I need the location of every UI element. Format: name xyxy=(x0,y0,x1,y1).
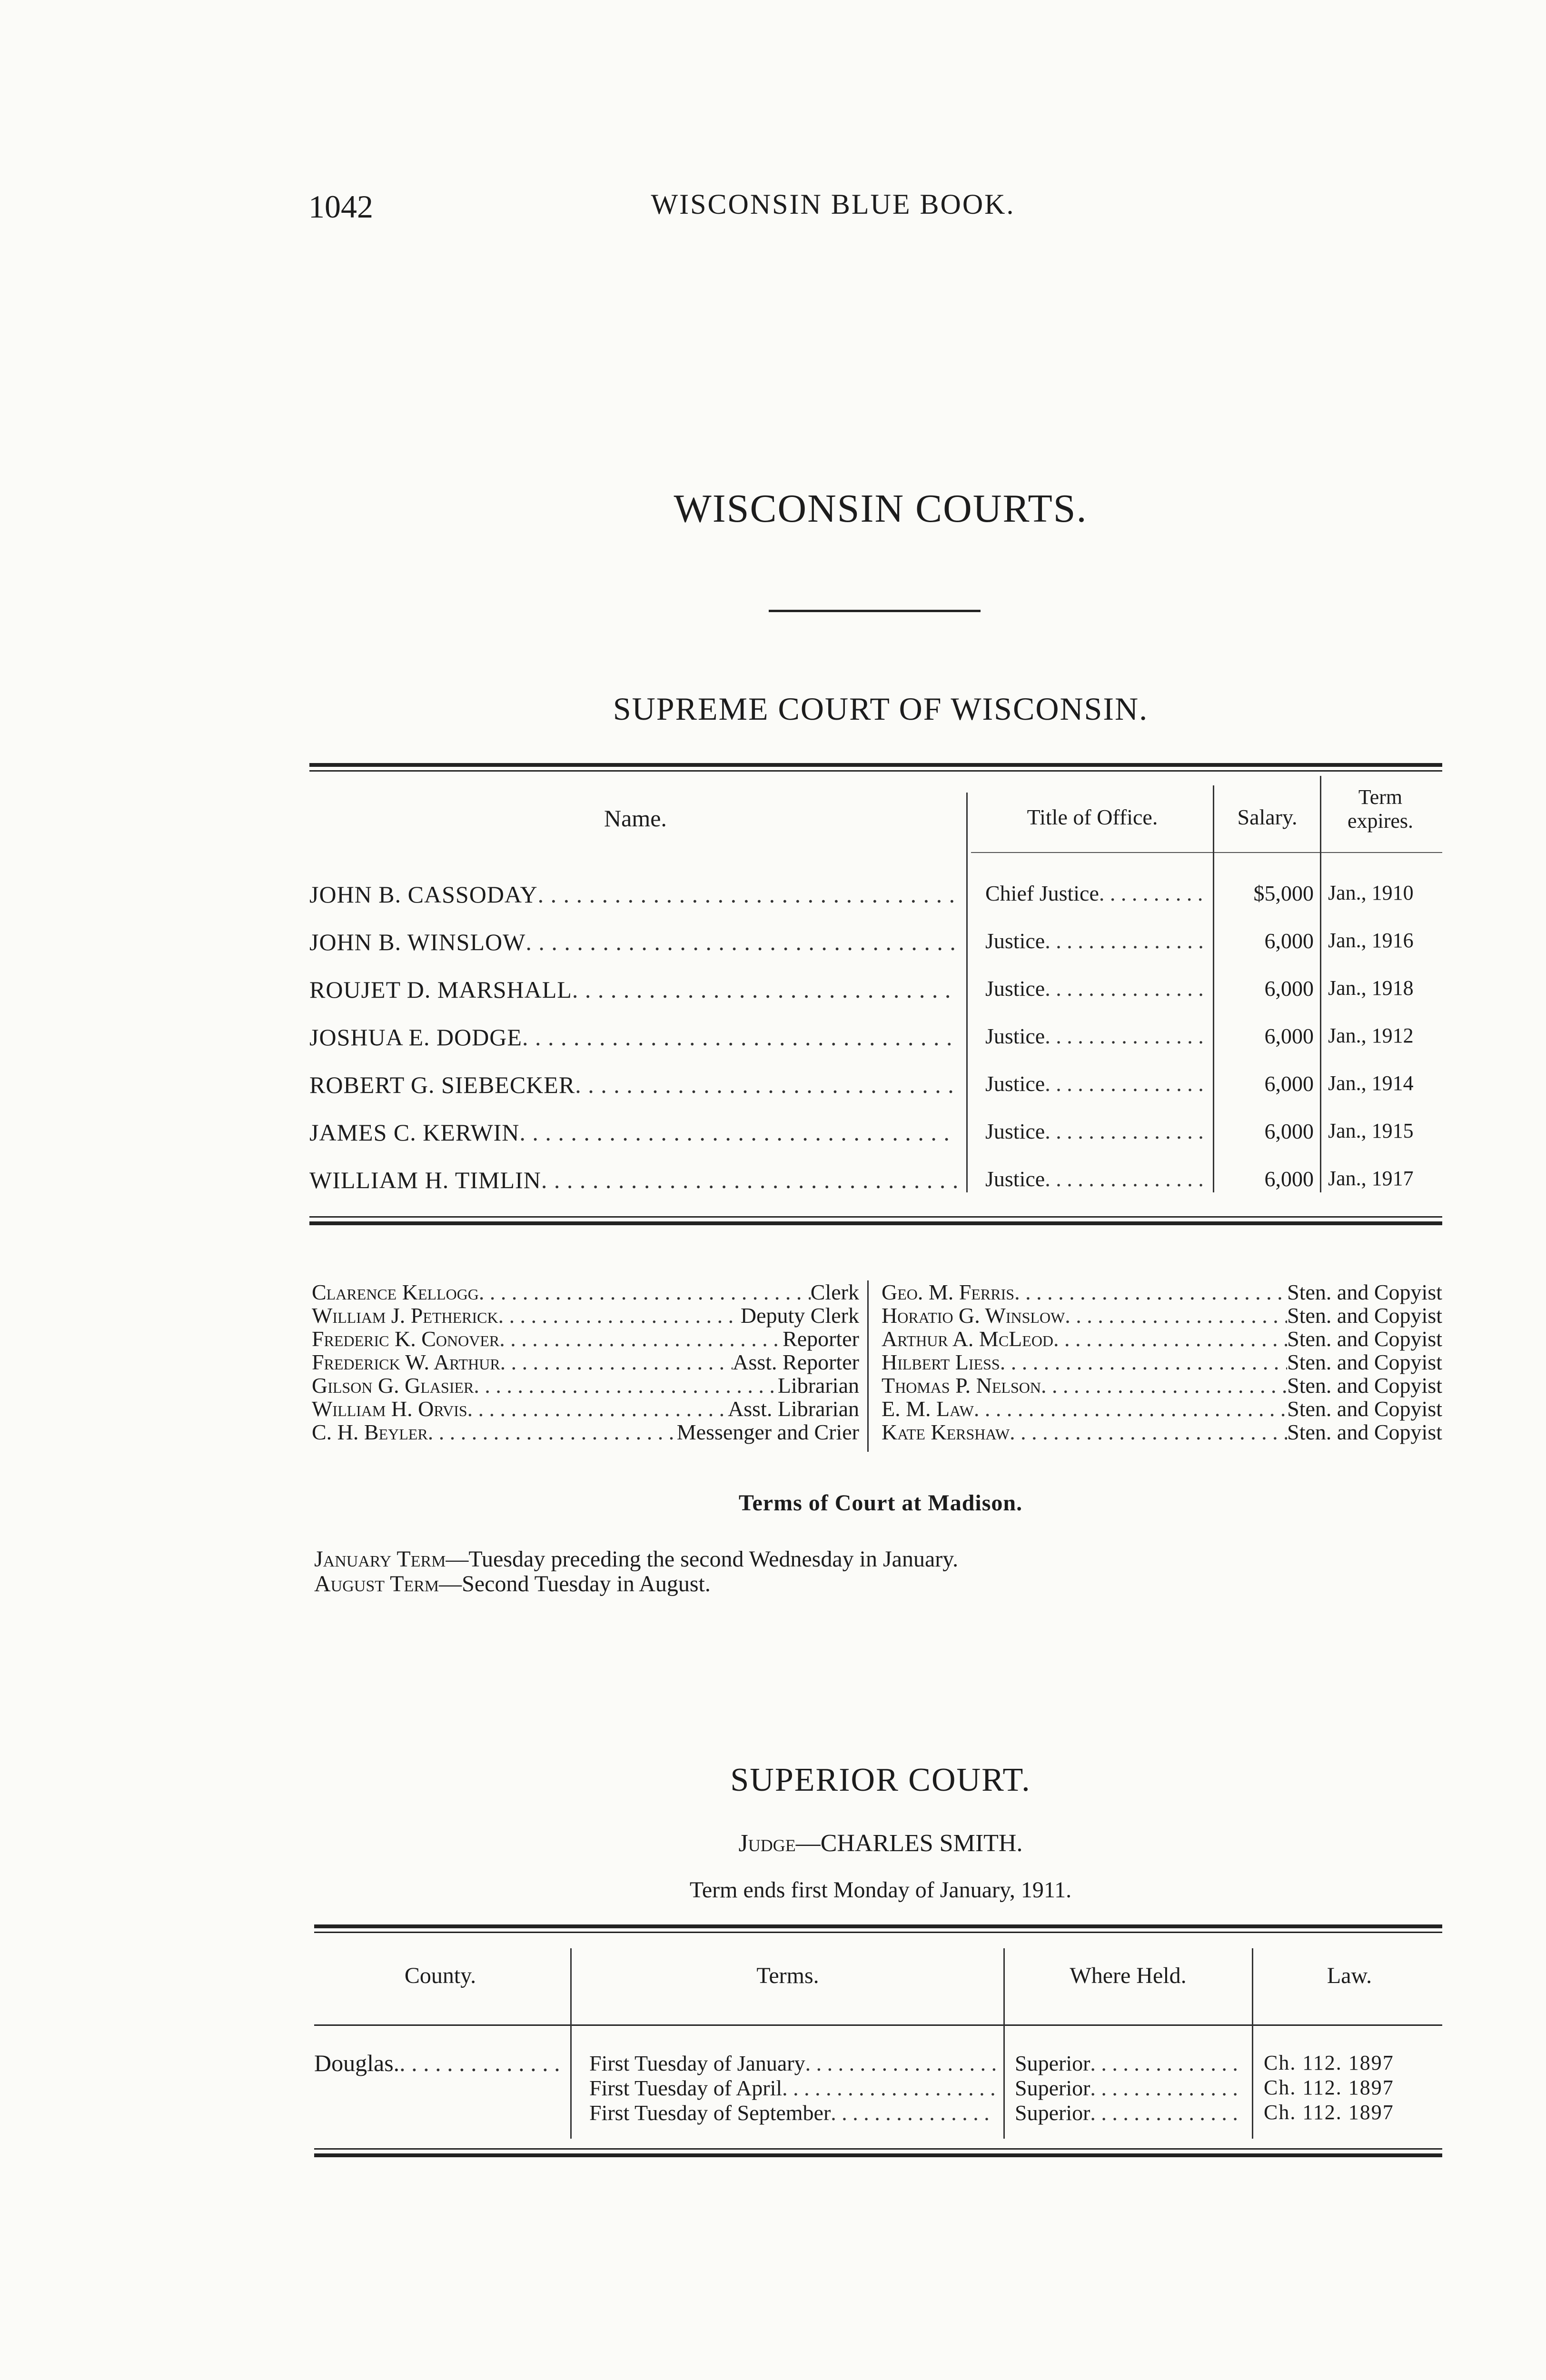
leader-dots xyxy=(1090,2075,1243,2101)
superior-header-rule xyxy=(314,2024,1442,2026)
leader-dots xyxy=(479,1280,811,1304)
supreme-row-name xyxy=(309,976,957,1003)
supreme-row-title xyxy=(985,881,1207,906)
supreme-table-top-rule-thin xyxy=(309,770,1442,772)
supreme-row-term: Jan., 1916 xyxy=(1328,929,1414,952)
superior-row-where xyxy=(1015,2100,1243,2125)
superior-row-where xyxy=(1015,2075,1243,2101)
office-title: Justice xyxy=(985,929,1045,953)
justice-name: WILLIAM H. TIMLIN xyxy=(309,1167,541,1193)
staff-row xyxy=(882,1350,1442,1374)
staff-name: Frederick W. Arthur xyxy=(312,1350,500,1374)
running-header: WISCONSIN BLUE BOOK. xyxy=(651,188,1015,220)
where-held: Superior xyxy=(1015,2101,1090,2125)
supreme-table-top-rule xyxy=(309,763,1442,767)
leader-dots xyxy=(519,1119,957,1146)
staff-name: Gilson G. Glasier xyxy=(312,1373,474,1398)
leader-dots xyxy=(498,1304,741,1327)
supreme-row-term: Jan., 1917 xyxy=(1328,1167,1414,1190)
supreme-row-name xyxy=(309,881,957,908)
superior-header-where: Where Held. xyxy=(1070,1963,1187,1988)
leader-dots xyxy=(1090,2051,1243,2076)
leader-dots xyxy=(1010,1420,1287,1444)
where-held: Superior xyxy=(1015,2051,1090,2075)
leader-dots xyxy=(1014,1280,1287,1304)
superior-row-law: Ch. 112. 1897 xyxy=(1264,2051,1394,2074)
terms-heading: Terms of Court at Madison. xyxy=(738,1490,1023,1516)
justice-name: JAMES C. KERWIN xyxy=(309,1119,520,1146)
staff-name: C. H. Beyler xyxy=(312,1420,428,1444)
supreme-header-term: Term expires. xyxy=(1347,785,1414,833)
office-title: Justice xyxy=(985,976,1045,1001)
staff-role: Sten. and Copyist xyxy=(1287,1350,1442,1374)
leader-dots xyxy=(1053,1327,1287,1350)
staff-name: E. M. Law xyxy=(882,1397,974,1421)
staff-row xyxy=(882,1304,1442,1327)
supreme-row-name xyxy=(309,1023,957,1051)
term-text: First Tuesday of September xyxy=(589,2101,831,2125)
supreme-table-bottom-rule-thin xyxy=(309,1216,1442,1218)
supreme-row-term: Jan., 1912 xyxy=(1328,1024,1414,1047)
office-title: Justice xyxy=(985,1167,1045,1191)
leader-dots xyxy=(541,1166,957,1194)
term-line-august xyxy=(314,1571,711,1597)
leader-dots xyxy=(522,1023,957,1051)
superior-county-cell xyxy=(314,2049,562,2077)
supreme-court-title: SUPREME COURT OF WISCONSIN. xyxy=(613,691,1149,727)
superior-header-terms: Terms. xyxy=(756,1963,819,1988)
staff-role: Reporter xyxy=(783,1327,859,1351)
leader-dots xyxy=(474,1374,777,1397)
staff-role: Sten. and Copyist xyxy=(1287,1373,1442,1398)
supreme-row-salary: 6,000 xyxy=(1264,1167,1314,1191)
superior-header-county: County. xyxy=(404,1963,476,1988)
leader-dots xyxy=(467,1397,728,1420)
justice-name: ROUJET D. MARSHALL xyxy=(309,976,572,1003)
supreme-header-salary: Salary. xyxy=(1237,805,1298,829)
staff-divider xyxy=(867,1280,869,1452)
staff-role: Sten. and Copyist xyxy=(1287,1420,1442,1444)
staff-row xyxy=(882,1397,1442,1420)
leader-dots xyxy=(428,1420,677,1444)
supreme-row-name xyxy=(309,1119,957,1146)
leader-dots xyxy=(572,976,957,1003)
leader-dots xyxy=(575,1071,957,1099)
leader-dots xyxy=(1041,1374,1287,1397)
supreme-col-divider-1 xyxy=(966,793,968,1192)
staff-row xyxy=(312,1327,859,1350)
supreme-row-title xyxy=(985,1119,1207,1144)
justice-name: JOHN B. WINSLOW xyxy=(309,929,526,955)
supreme-header-rule xyxy=(971,852,1442,853)
justice-name: JOHN B. CASSODAY xyxy=(309,881,538,908)
superior-col-divider-3 xyxy=(1252,1948,1253,2139)
superior-court-title: SUPERIOR COURT. xyxy=(730,1762,1031,1798)
staff-role: Sten. and Copyist xyxy=(1287,1327,1442,1351)
leader-dots xyxy=(1045,1023,1207,1049)
supreme-row-salary: 6,000 xyxy=(1264,1071,1314,1096)
superior-row-term xyxy=(589,2051,996,2076)
judge-label: Judge xyxy=(738,1830,796,1857)
leader-dots xyxy=(1090,2100,1243,2125)
supreme-row-salary: 6,000 xyxy=(1264,929,1314,953)
superior-judge-line xyxy=(476,1829,1285,1857)
office-title: Justice xyxy=(985,1024,1045,1048)
leader-dots xyxy=(525,928,957,956)
superior-term-note: Term ends first Monday of January, 1911. xyxy=(689,1877,1072,1903)
supreme-header-name: Name. xyxy=(604,805,667,832)
judge-name: —CHARLES SMITH. xyxy=(795,1830,1023,1857)
justice-name: ROBERT G. SIEBECKER xyxy=(309,1071,575,1098)
page-number: 1042 xyxy=(308,188,373,225)
leader-dots xyxy=(399,2049,562,2077)
superior-table-bottom-rule xyxy=(314,2153,1442,2157)
staff-row xyxy=(882,1327,1442,1350)
staff-role: Asst. Librarian xyxy=(728,1397,859,1421)
staff-role: Messenger and Crier xyxy=(676,1420,859,1444)
superior-row-term xyxy=(589,2075,996,2101)
staff-role: Sten. and Copyist xyxy=(1287,1397,1442,1421)
supreme-row-title xyxy=(985,976,1207,1001)
staff-name: Geo. M. Ferris xyxy=(882,1280,1015,1304)
superior-col-divider-2 xyxy=(1003,1948,1005,2139)
supreme-col-divider-3 xyxy=(1320,776,1321,1192)
term-text: First Tuesday of April xyxy=(589,2076,783,2100)
leader-dots xyxy=(782,2075,996,2101)
staff-name: Horatio G. Winslow xyxy=(882,1303,1065,1328)
office-title: Justice xyxy=(985,1071,1045,1096)
supreme-row-salary: $5,000 xyxy=(1253,881,1314,905)
term-text: —Second Tuesday in August. xyxy=(439,1571,711,1597)
supreme-row-name xyxy=(309,1071,957,1099)
office-title: Chief Justice xyxy=(985,881,1099,905)
staff-name: Kate Kershaw xyxy=(882,1420,1010,1444)
staff-row xyxy=(312,1304,859,1327)
leader-dots xyxy=(805,2051,996,2076)
staff-name: William J. Petherick xyxy=(312,1303,498,1328)
office-title: Justice xyxy=(985,1119,1045,1143)
leader-dots xyxy=(1045,1166,1207,1191)
supreme-row-term: Jan., 1910 xyxy=(1328,881,1414,904)
superior-col-divider-1 xyxy=(570,1948,572,2139)
supreme-header-title: Title of Office. xyxy=(1027,805,1158,829)
supreme-row-title xyxy=(985,1071,1207,1096)
staff-row xyxy=(312,1397,859,1420)
superior-row-term xyxy=(589,2100,996,2125)
supreme-row-title xyxy=(985,1166,1207,1191)
term-line-january xyxy=(314,1546,958,1572)
superior-row-law: Ch. 112. 1897 xyxy=(1264,2076,1394,2099)
term-text: First Tuesday of January xyxy=(589,2051,805,2075)
leader-dots xyxy=(1065,1304,1287,1327)
staff-role: Sten. and Copyist xyxy=(1287,1303,1442,1328)
justice-name: JOSHUA E. DODGE xyxy=(309,1024,522,1051)
main-title: WISCONSIN COURTS. xyxy=(674,486,1088,531)
staff-row xyxy=(312,1350,859,1374)
staff-row xyxy=(312,1374,859,1397)
staff-row xyxy=(312,1420,859,1444)
superior-row-where xyxy=(1015,2051,1243,2076)
county-name: Douglas. xyxy=(314,2050,400,2076)
leader-dots xyxy=(1099,881,1207,906)
supreme-row-term: Jan., 1915 xyxy=(1328,1119,1414,1142)
staff-name: William H. Orvis xyxy=(312,1397,467,1421)
title-divider xyxy=(769,610,981,612)
staff-name: Hilbert Liess xyxy=(882,1350,1000,1374)
superior-table-top-rule xyxy=(314,1924,1442,1928)
staff-role: Sten. and Copyist xyxy=(1287,1280,1442,1304)
leader-dots xyxy=(1045,1119,1207,1144)
leader-dots xyxy=(1045,976,1207,1001)
leader-dots xyxy=(974,1397,1287,1420)
leader-dots xyxy=(1045,928,1207,953)
leader-dots xyxy=(1000,1350,1287,1374)
staff-name: Clarence Kellogg xyxy=(312,1280,479,1304)
superior-row-law: Ch. 112. 1897 xyxy=(1264,2101,1394,2124)
supreme-table-bottom-rule xyxy=(309,1221,1442,1225)
staff-role: Clerk xyxy=(810,1280,859,1304)
supreme-row-salary: 6,000 xyxy=(1264,976,1314,1001)
leader-dots xyxy=(1045,1071,1207,1096)
supreme-row-salary: 6,000 xyxy=(1264,1024,1314,1048)
supreme-row-term: Jan., 1918 xyxy=(1328,976,1414,1000)
supreme-row-title xyxy=(985,928,1207,953)
leader-dots xyxy=(499,1327,783,1350)
staff-role: Deputy Clerk xyxy=(740,1303,859,1328)
staff-name: Frederic K. Conover xyxy=(312,1327,500,1351)
staff-role: Librarian xyxy=(777,1373,859,1398)
supreme-col-divider-2 xyxy=(1213,785,1214,1192)
term-label: August Term xyxy=(314,1571,439,1597)
staff-name: Thomas P. Nelson xyxy=(882,1373,1041,1398)
term-label: January Term xyxy=(314,1547,446,1572)
leader-dots xyxy=(500,1350,733,1374)
staff-role: Asst. Reporter xyxy=(733,1350,859,1374)
leader-dots xyxy=(831,2100,996,2125)
supreme-row-name xyxy=(309,928,957,956)
staff-row xyxy=(882,1420,1442,1444)
supreme-row-title xyxy=(985,1023,1207,1049)
superior-header-law: Law. xyxy=(1327,1963,1372,1988)
supreme-row-salary: 6,000 xyxy=(1264,1119,1314,1143)
staff-row xyxy=(312,1280,859,1304)
leader-dots xyxy=(538,881,957,908)
term-text: —Tuesday preceding the second Wednesday in January. xyxy=(446,1547,959,1572)
superior-table-bottom-rule-thin xyxy=(314,2148,1442,2150)
staff-row xyxy=(882,1280,1442,1304)
supreme-row-term: Jan., 1914 xyxy=(1328,1071,1414,1095)
superior-table-top-rule-thin xyxy=(314,1932,1442,1933)
staff-name: Arthur A. McLeod xyxy=(882,1327,1054,1351)
supreme-row-name xyxy=(309,1166,957,1194)
staff-row xyxy=(882,1374,1442,1397)
where-held: Superior xyxy=(1015,2076,1090,2100)
